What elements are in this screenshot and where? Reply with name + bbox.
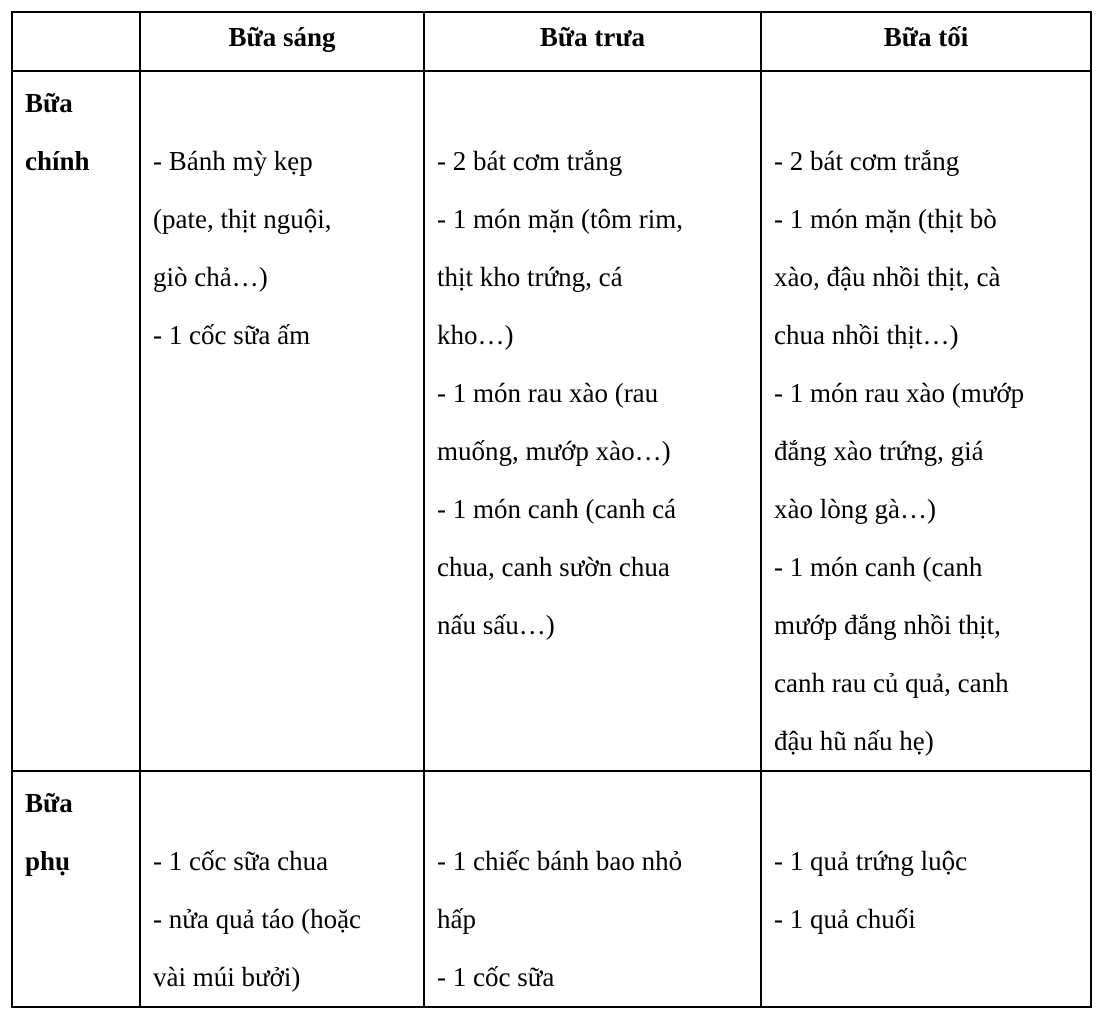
menu-line: - 1 món canh (canh cá — [437, 494, 677, 524]
row-label-line: Bữa — [25, 88, 73, 118]
cell-main-lunch — [424, 71, 761, 771]
menu-line: - 1 quả chuối — [774, 904, 916, 934]
menu-line: - 2 bát cơm trắng — [437, 146, 623, 176]
menu-line: đậu hũ nấu hẹ) — [774, 726, 934, 756]
meal-plan-table — [11, 11, 1092, 1008]
menu-line: - 1 quả trứng luộc — [774, 846, 968, 876]
menu-line: giò chả…) — [153, 262, 268, 292]
header-lunch: Bữa trưa — [424, 12, 761, 71]
header-dinner: Bữa tối — [761, 12, 1091, 71]
menu-line: - 1 món canh (canh — [774, 552, 983, 582]
menu-line: chua nhồi thịt…) — [774, 320, 959, 350]
row-label-line: chính — [25, 146, 90, 176]
row-label-line: phụ — [25, 846, 71, 876]
menu-line: - 1 cốc sữa ấm — [153, 320, 311, 350]
menu-line: chua, canh sườn chua — [437, 552, 670, 582]
menu-line: - 1 cốc sữa chua — [153, 846, 329, 876]
menu-line: - 1 món rau xào (mướp — [774, 378, 1025, 408]
menu-line: xào, đậu nhồi thịt, cà — [774, 262, 1001, 292]
cell-snack-breakfast — [140, 771, 424, 1007]
menu-line: hấp — [437, 904, 476, 934]
menu-line: - nửa quả táo (hoặc — [153, 904, 362, 934]
menu-line: canh rau củ quả, canh — [774, 668, 1009, 698]
menu-line: - 1 món mặn (thịt bò — [774, 204, 997, 234]
menu-line: vài múi bưởi) — [153, 962, 301, 992]
menu-line: nấu sấu…) — [437, 610, 555, 640]
cell-snack-lunch — [424, 771, 761, 1007]
cell-main-dinner — [761, 71, 1091, 771]
header-row — [12, 12, 1091, 71]
row-label-snack — [12, 771, 140, 1007]
menu-line: (pate, thịt nguội, — [153, 204, 332, 234]
row-label-main-meal — [12, 71, 140, 771]
menu-line: - 1 chiếc bánh bao nhỏ — [437, 846, 683, 876]
menu-line: thịt kho trứng, cá — [437, 262, 623, 292]
menu-line: đắng xào trứng, giá — [774, 436, 984, 466]
menu-line: kho…) — [437, 320, 514, 350]
menu-line: mướp đắng nhồi thịt, — [774, 610, 1001, 640]
cell-snack-dinner — [761, 771, 1091, 1007]
menu-line: - 1 món mặn (tôm rim, — [437, 204, 683, 234]
menu-line: - Bánh mỳ kẹp — [153, 146, 313, 176]
menu-line: - 1 món rau xào (rau — [437, 378, 659, 408]
header-empty-cell — [12, 12, 140, 71]
cell-main-breakfast — [140, 71, 424, 771]
row-label-line: Bữa — [25, 788, 73, 818]
table-row-snack — [12, 771, 1091, 1007]
header-breakfast: Bữa sáng — [140, 12, 424, 71]
menu-line: xào lòng gà…) — [774, 494, 936, 524]
menu-line: muống, mướp xào…) — [437, 436, 671, 466]
menu-line: - 2 bát cơm trắng — [774, 146, 960, 176]
table-row-main-meal — [12, 71, 1091, 771]
menu-line: - 1 cốc sữa — [437, 962, 555, 992]
